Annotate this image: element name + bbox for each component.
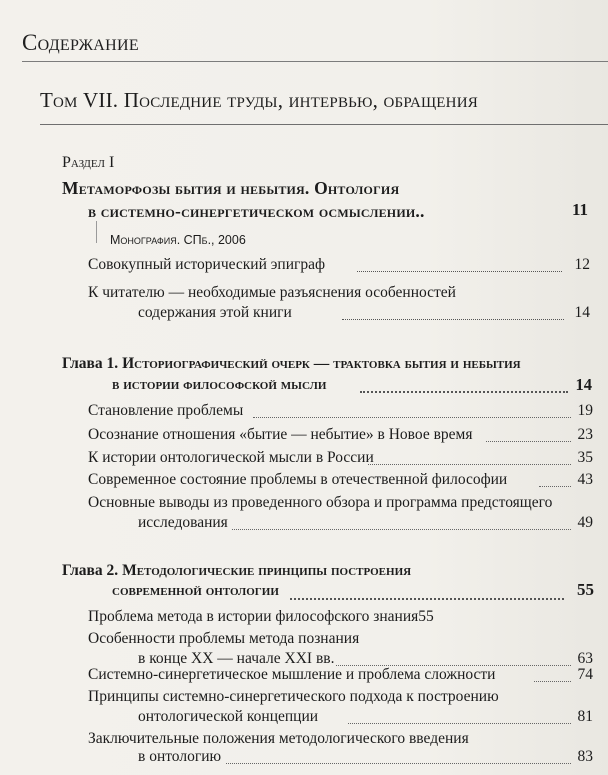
toc-entry: Принципы системно-синергетического подхода к построению <box>88 688 499 705</box>
dot-leader <box>348 723 571 724</box>
dot-leader <box>226 763 571 764</box>
toc-entry-continuation: онтологической концепции <box>138 708 319 725</box>
toc-entry-page: 12 <box>574 256 590 273</box>
dot-leader <box>342 319 564 320</box>
toc-entry-continuation: содержания этой книги <box>138 304 292 321</box>
toc-entry <box>88 608 434 626</box>
toc-entry-page: 81 <box>577 708 593 725</box>
dot-leader <box>534 681 571 682</box>
toc-entry-page: 35 <box>577 449 593 466</box>
toc-entry-continuation: исследования <box>138 514 228 531</box>
chapter2-title-text: Методологические принципы построения <box>122 562 412 579</box>
toc-entry-page: 23 <box>577 426 593 443</box>
chapter2-title-line1 <box>62 562 411 580</box>
dot-leader <box>486 441 571 442</box>
toc-entry: Осознание отношения «бытие — небытие» в Новое время <box>88 426 473 443</box>
toc-entry-page: 63 <box>577 650 593 667</box>
chapter2-title-text2: современной онтологии <box>112 582 279 599</box>
toc-entry-text: Проблема метода в истории философского знания <box>88 608 419 625</box>
header-rule <box>22 61 608 62</box>
section-title-line2: в системно-синергетическом осмыслении.. <box>88 201 425 221</box>
toc-entry-page: 19 <box>577 402 593 419</box>
section-label: Раздел I <box>62 154 115 171</box>
toc-entry-page: 43 <box>577 471 593 488</box>
toc-entry-continuation: в онтологию <box>138 748 222 765</box>
monograph-note: Монография. СПб., 2006 <box>110 233 246 247</box>
toc-entry: Становление проблемы <box>88 402 244 419</box>
chapter1-title-text2: в истории философской мысли <box>112 376 327 393</box>
chapter1-title-text: Историографический очерк — трактовка бытия и небытия <box>122 355 521 372</box>
dot-leader <box>360 391 568 393</box>
toc-entry-page: 83 <box>577 748 593 765</box>
chapter1-prefix: Глава 1. <box>62 355 119 372</box>
toc-entry: Заключительные положения методологического введения <box>88 730 469 747</box>
toc-entry: Основные выводы из проведенного обзора и программа предстоящего <box>88 494 553 511</box>
chapter2-page: 55 <box>577 580 594 599</box>
toc-entry-page: 14 <box>574 304 590 321</box>
chapter2-prefix: Глава 2. <box>62 562 119 579</box>
toc-entry-page: 74 <box>577 666 593 683</box>
toc-entry-page: 49 <box>577 514 593 531</box>
toc-entry: Современное состояние проблемы в отечественной философии <box>88 471 508 488</box>
note-rule <box>96 221 97 243</box>
section-title-line1: Метаморфозы бытия и небытия. Онтология <box>62 178 400 198</box>
toc-entry: Особенности проблемы метода познания <box>88 630 360 647</box>
dot-leader <box>253 417 571 418</box>
dot-leader <box>357 271 562 272</box>
running-header: Содержание <box>22 30 139 55</box>
dot-leader <box>539 486 571 487</box>
chapter1-title-line2 <box>112 376 326 394</box>
toc-entry: К истории онтологической мысли в России <box>88 449 374 466</box>
dot-leader <box>232 529 571 530</box>
section-page: 11 <box>571 200 588 219</box>
dot-leader <box>290 598 564 600</box>
volume-rule <box>40 124 608 125</box>
toc-entry: К читателю — необходимые разъяснения особенностей <box>88 284 456 301</box>
toc-entry: Системно-синергетическое мышление и проблема сложности <box>88 666 496 683</box>
volume-title: Том VII. Последние труды, интервью, обращения <box>40 88 478 112</box>
toc-entry: Совокупный исторический эпиграф <box>88 256 326 273</box>
chapter2-title-line2 <box>112 582 279 600</box>
toc-entry-continuation: в конце XX — начале XXI вв. <box>138 650 335 667</box>
toc-entry-page: 55 <box>418 608 434 625</box>
chapter1-page: 14 <box>575 375 592 394</box>
dot-leader <box>368 464 571 465</box>
chapter1-title-line1 <box>62 355 521 373</box>
